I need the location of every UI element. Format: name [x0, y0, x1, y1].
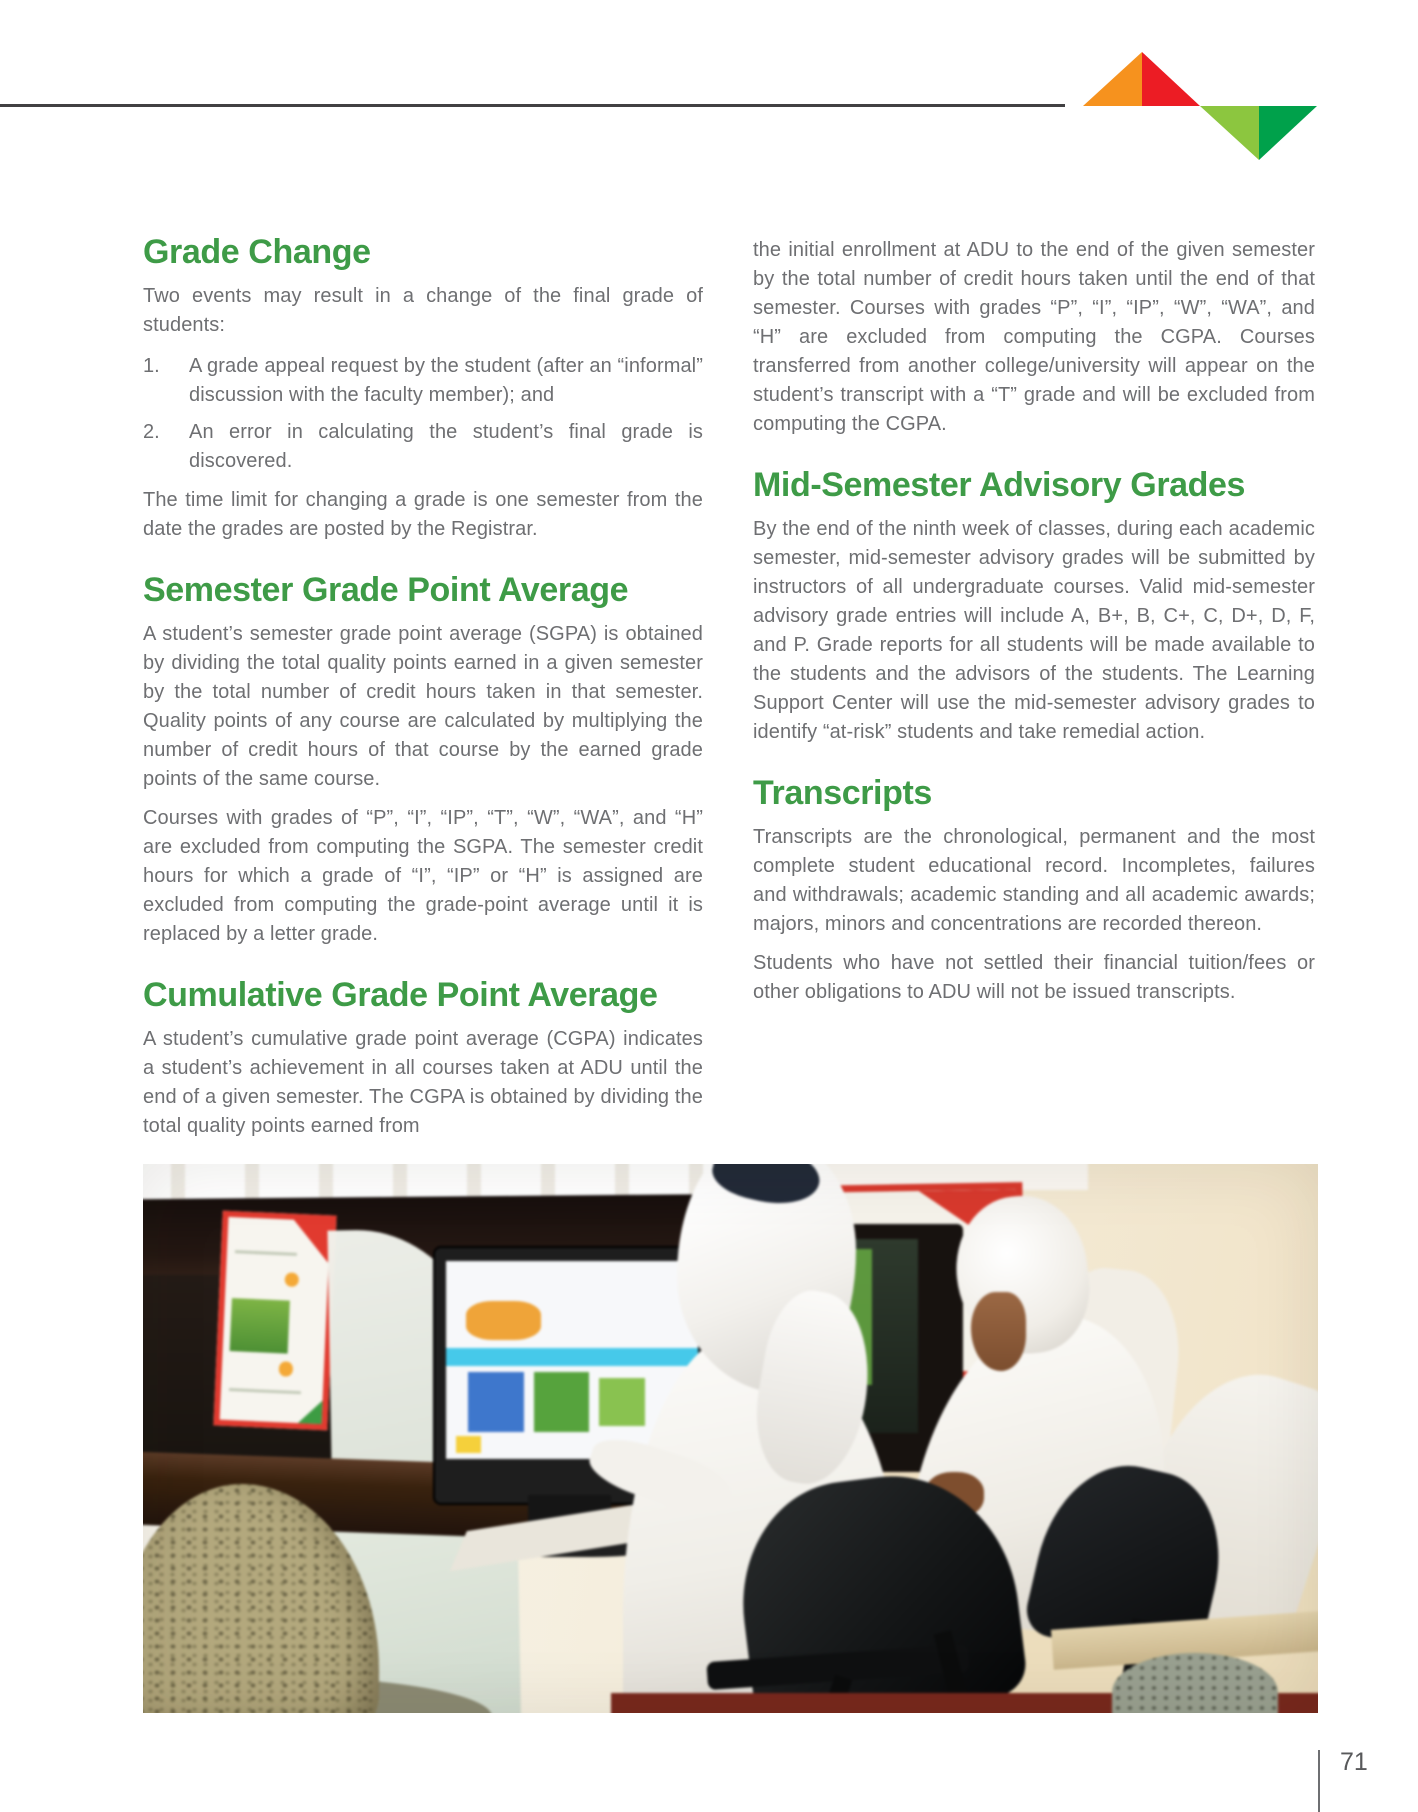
sgpa-paragraph-1: A student’s semester grade point average (SGPA) is obtained by dividing the total quality points earned in a given semester by the total number of credit hours taken in that semester. Quality points of any course are calculated by multiplying the number of credit hours of that course by the earned grade points of the same course.	[143, 623, 703, 790]
screen-thumbnail	[599, 1378, 644, 1426]
grade-change-heading: Grade Change	[143, 233, 371, 271]
screen-thumbnail	[468, 1372, 523, 1431]
logo-triangle-red	[1142, 52, 1200, 106]
logo-triangle-dark-green	[1259, 106, 1317, 160]
logo-triangle-orange	[1083, 52, 1142, 106]
mid-semester-heading: Mid-Semester Advisory Grades	[753, 466, 1246, 504]
computer-lab-photo	[143, 1164, 1318, 1713]
photo-scene	[143, 1164, 1318, 1713]
cgpa-paragraph-continued: the initial enrollment at ADU to the end of the given semester by the total number of credit hours taken until the end of that semester. Courses with grades “P”, “I”, “IP”, “W”, “WA”, and “H” are excluded from computing the CGPA. Courses transferred from another college/university will appear on the student’s transcript with a “T” grade and will be excluded from computing the CGPA.	[753, 239, 1315, 435]
sgpa-heading: Semester Grade Point Average	[143, 571, 629, 609]
footer-rule	[1318, 1750, 1320, 1812]
screen-banner	[446, 1348, 698, 1366]
list-item-text: A grade appeal request by the student (after an “informal” discussion with the faculty member); and	[189, 355, 703, 406]
university-bowtie-logo-icon	[1083, 52, 1317, 160]
screen-thumbnail	[456, 1436, 481, 1454]
header-rule	[0, 104, 1065, 107]
cgpa-heading: Cumulative Grade Point Average	[143, 976, 658, 1014]
transcripts-heading: Transcripts	[753, 774, 932, 812]
list-item-number: 1.	[143, 355, 160, 377]
sgpa-paragraph-2: Courses with grades of “P”, “I”, “IP”, “T”, “W”, “WA”, and “H” are excluded from computing the SGPA. The semester credit hours for which a grade of “I”, “IP” or “H” is assigned are excluded from computing the grade-point average until it is replaced by a letter grade.	[143, 807, 703, 945]
screen-graphic	[466, 1301, 542, 1341]
list-item	[143, 418, 703, 476]
list-item-text: An error in calculating the student’s final grade is discovered.	[189, 421, 703, 472]
grade-change-list	[143, 352, 703, 476]
poster-line	[229, 1387, 301, 1393]
screen-thumbnail	[534, 1372, 589, 1431]
photo-poster-left	[214, 1210, 338, 1430]
poster-dot	[285, 1272, 299, 1287]
right-column	[753, 236, 1315, 1007]
grade-change-intro: Two events may result in a change of the final grade of students:	[143, 285, 703, 336]
page-number: 71	[1340, 1748, 1368, 1776]
mid-semester-paragraph: By the end of the ninth week of classes, during each academic semester, mid-semester advisory grades will be submitted by instructors of all undergraduate courses. Valid mid-semester advisory grade entries will include A, B+, B, C+, C, D+, D, F, and P. Grade reports for all students will be made available to the students and the advisors of the students. The Learning Support Center will use the mid-semester advisory grades to identify “at-risk” students and take remedial action.	[753, 518, 1315, 743]
logo-triangle-light-green	[1200, 106, 1259, 160]
poster-dot	[279, 1361, 293, 1376]
transcripts-paragraph-2: Students who have not settled their financial tuition/fees or other obligations to ADU will not be issued transcripts.	[753, 952, 1315, 1003]
left-column	[143, 232, 703, 1141]
poster-thumbnail	[230, 1298, 290, 1353]
poster-corner-green	[298, 1399, 324, 1424]
list-item	[143, 352, 703, 410]
photo-person-right-face	[971, 1292, 1026, 1371]
poster-line	[235, 1249, 297, 1255]
cgpa-paragraph: A student’s cumulative grade point average (CGPA) indicates a student’s achievement in all courses taken at ADU until the end of a given semester. The CGPA is obtained by dividing the total quality points earned from	[143, 1028, 703, 1137]
poster-corner	[291, 1218, 332, 1264]
list-item-number: 2.	[143, 421, 160, 443]
transcripts-paragraph-1: Transcripts are the chronological, permanent and the most complete student educational record. Incompletes, failures and withdrawals; academic standing and all academic awards; majors, minors and concentrations are recorded thereon.	[753, 826, 1315, 935]
grade-change-time-limit: The time limit for changing a grade is one semester from the date the grades are posted by the Registrar.	[143, 489, 703, 540]
